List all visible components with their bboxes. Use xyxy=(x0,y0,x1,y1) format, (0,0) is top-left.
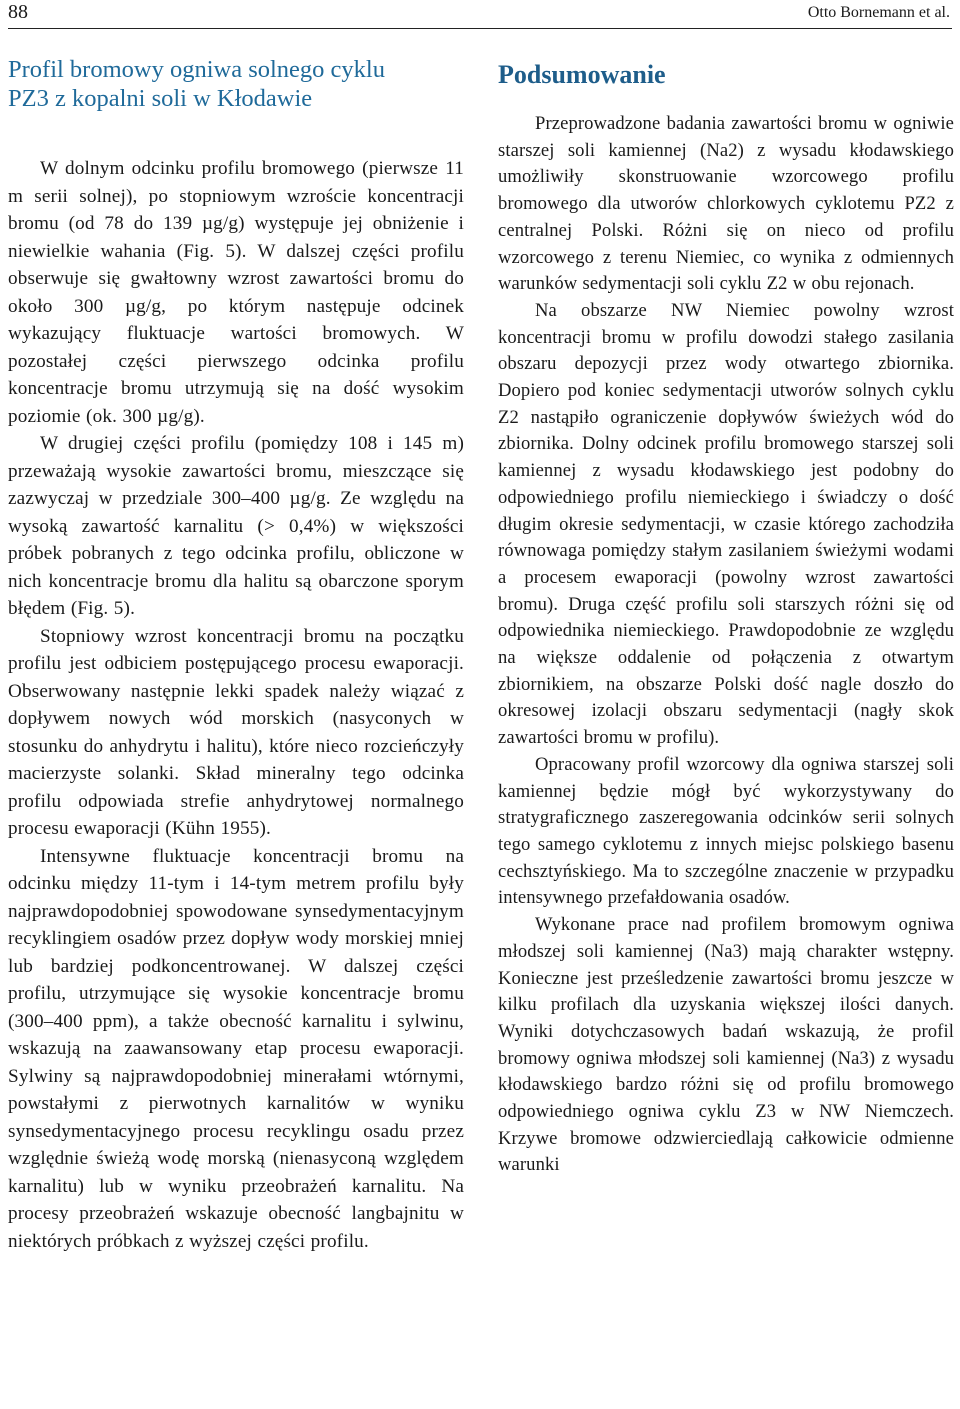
left-column xyxy=(8,55,464,1255)
paragraph: Opracowany profil wzorcowy dla ogniwa starszej soli kamiennej będzie mógł być wykorzystywany do stratygraficznego zaszeregowania odcinków serii solnych tego samego cyklotemu z innych miejsc polskiego basenu cechsztyńskiego. Ma to szczególne znaczenie w przypadku intensywnego przefałdowania osadów. xyxy=(498,753,954,909)
heading-line-2: PZ3 z kopalni soli w Kłodawie xyxy=(8,85,313,112)
paragraph: Intensywne fluktuacje koncentracji bromu na odcinku między 11-tym i 14-tym metrem profilu były najprawdopodobniej spowodowane synsedymentacyjnym recyklingiem osadów przez dopływ wody morskiej mniej lub bardziej podkoncentrowanej. W dalszej części profilu, utrzymujące się wysokie koncentracje bromu (300–400 ppm), a także obecność karnalitu i sylwinu, wskazują na zaawansowany etap procesu ewaporacji. Sylwiny są najprawdopodobniej minerałami wtórnymi, powstałymi z pierwotnych karnalitów w wyniku synsedymentacyjnego procesu recyklingu osadu przez względnie świeżą wodę morską (nienasyconą względem karnalitu) lub w wyniku przeobrażeń karnalitu. Na procesy przeobrażeń wskazuje obecność langbajnitu w niektórych próbkach z wyższej części profilu. xyxy=(8,845,464,1252)
paragraph: W dolnym odcinku profilu bromowego (pierwsze 11 m serii solnej), po stopniowym wzroście koncentracji bromu (od 78 do 139 µg/g) występuje jej obniżenie i niewielkie wahania (Fig. 5). W dalszej części profilu obserwuje się gwałtowny wzrost zawartości bromu do około 300 µg/g, po którym następuje odcinek wykazujący fluktuacje wartości bromowych. W pozostałej części pierwszego odcinka profilu koncentracje bromu utrzymują się na dość wysokim poziomie (ok. 300 µg/g). xyxy=(8,158,464,427)
paragraph: Wykonane prace nad profilem bromowym ogniwa młodszej soli kamiennej (Na3) mają charakter wstępny. Konieczne jest prześledzenie zawartości bromu jeszcze w kilku profilach dla uzyskania większej ilości danych. Wyniki dotychczasowych badań wskazują, że profil bromowy ogniwa młodszej soli kamiennej (Na3) z wysadu kłodawskiego bardzo różni się od profilu bromowego odpowiedniego ogniwa cyklu Z3 w NW Niemczech. Krzywe bromowe odzwierciedlają całkowicie odmienne warunki xyxy=(498,914,954,1176)
heading-line-1: Profil bromowy ogniwa solnego cyklu xyxy=(8,56,385,83)
paragraph: W drugiej części profilu (pomiędzy 108 i 145 m) przeważają wysokie zawartości bromu, mieszczące się zazwyczaj w przedziale 300–400 µg/g. Ze względu na wysoką zawartość karnalitu (> 0,4%) w większości próbek pobranych z tego odcinka profilu, obliczone w nich koncentracje bromu dla halitu są obarczone sporym błędem (Fig. 5). xyxy=(8,433,464,619)
paragraph: Przeprowadzone badania zawartości bromu w ogniwie starszej soli kamiennej (Na2) z wysadu kłodawskiego umożliwiły skonstruowanie wzorcowego profilu bromowego dla utworów chlorkowych cyklotemu PZ2 z centralnej Polski. Różni się on nieco od profilu wzorcowego z terenu Niemiec, co wynika z odmiennych warunków sedymentacji soli cyklu Z2 w obu rejonach. xyxy=(498,113,954,295)
section-heading-summary: Podsumowanie xyxy=(498,60,666,89)
paragraph: Stopniowy wzrost koncentracji bromu na początku profilu jest odbiciem postępującego procesu ewaporacji. Obserwowany następnie lekki spadek należy wiązać z dopływem nowych wód morskich (nasyconych w stosunku do anhydrytu i halitu), które nieco rozcieńczyły macierzyste solanki. Skład mineralny tego odcinka profilu odpowiada strefie anhydrytowej normalnego procesu ewaporacji (Kühn 1955). xyxy=(8,625,464,839)
section-heading-bromine-profile xyxy=(8,55,464,113)
page-header xyxy=(8,0,952,29)
page-number: 88 xyxy=(8,1,28,23)
paragraph: Na obszarze NW Niemiec powolny wzrost koncentracji bromu w profilu dowodzi stałego zasilania obszaru depozycji przez wody otwartego zbiornika. Dopiero pod koniec sedymentacji utworów solnych cyklu Z2 nastąpiło ograniczenie dopływów świeżych wód do zbiornika. Dolny odcinek profilu bromowego starszej soli kamiennej z wysadu kłodawskiego jest podobny do odpowiedniego profilu niemieckiego i świadczy o dość długim okresie sedymentacji, w czasie którego zachodziła równowaga pomiędzy stałym zasilaniem świeżymi wodami a procesem ewaporacji (powolny wzrost zawartości bromu). Druga część profilu soli starszych różni się od odpowiednika niemieckiego. Prawdopodobnie ze względu na większe oddalenie od połączenia z otwartym zbiornikiem, na obszarze Polski dość nagle doszło do okresowej izolacji obszaru sedymentacji (nagły skok zawartości bromu w profilu). xyxy=(498,299,954,749)
right-column xyxy=(498,55,954,1179)
running-head: Otto Bornemann et al. xyxy=(807,4,950,21)
